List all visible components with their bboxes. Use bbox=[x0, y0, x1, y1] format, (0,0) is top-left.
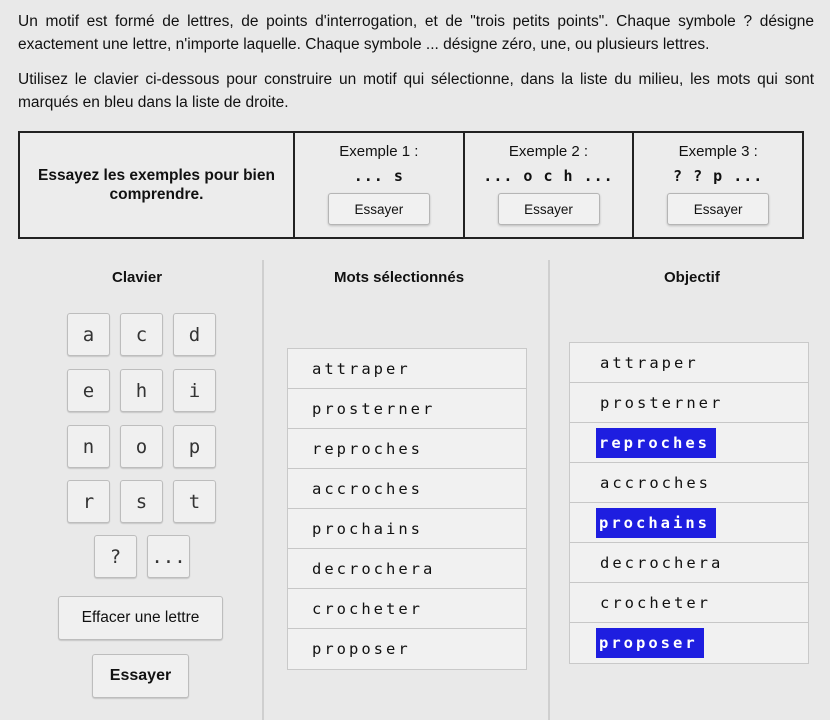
word-text-highlighted: proposer bbox=[596, 628, 704, 658]
list-item bbox=[570, 543, 808, 583]
example-2-pattern: ... o c h ... bbox=[483, 167, 614, 185]
list-item bbox=[288, 629, 526, 669]
key-o[interactable]: o bbox=[120, 425, 163, 468]
keyboard-header: Clavier bbox=[112, 269, 163, 286]
key-s[interactable]: s bbox=[120, 480, 163, 523]
key-a[interactable]: a bbox=[67, 313, 110, 356]
key-n[interactable]: n bbox=[67, 425, 110, 468]
examples-table bbox=[18, 131, 804, 239]
selected-words-header: Mots sélectionnés bbox=[334, 269, 465, 286]
list-item bbox=[288, 549, 526, 589]
key-h[interactable]: h bbox=[120, 369, 163, 412]
key-e[interactable]: e bbox=[67, 369, 110, 412]
key-r[interactable]: r bbox=[67, 480, 110, 523]
example-3 bbox=[632, 133, 802, 237]
word-text: decrochera bbox=[600, 553, 724, 572]
objective-words-list bbox=[569, 342, 809, 664]
word-text: prosterner bbox=[312, 399, 436, 418]
key-i[interactable]: i bbox=[173, 369, 216, 412]
list-item-highlighted bbox=[570, 503, 808, 543]
list-item-highlighted bbox=[570, 623, 808, 663]
word-text: prochains bbox=[312, 519, 423, 538]
word-text: proposer bbox=[312, 640, 411, 658]
example-2-try-button[interactable]: Essayer bbox=[498, 193, 600, 225]
key-p[interactable]: p bbox=[173, 425, 216, 468]
instructions bbox=[18, 10, 814, 126]
example-2 bbox=[463, 133, 633, 237]
word-text: reproches bbox=[312, 439, 423, 458]
word-text-highlighted: prochains bbox=[596, 508, 716, 538]
try-pattern-button[interactable]: Essayer bbox=[92, 654, 189, 698]
word-text: decrochera bbox=[312, 559, 436, 578]
list-item bbox=[288, 429, 526, 469]
list-item bbox=[570, 383, 808, 423]
column-divider-left bbox=[262, 260, 264, 720]
example-1 bbox=[295, 133, 463, 237]
list-item bbox=[288, 349, 526, 389]
word-text: attraper bbox=[600, 353, 699, 372]
example-2-title: Exemple 2 : bbox=[508, 143, 589, 160]
example-3-pattern: ? ? p ... bbox=[673, 167, 764, 185]
list-item-highlighted bbox=[570, 423, 808, 463]
key-t[interactable]: t bbox=[173, 480, 216, 523]
column-divider-right bbox=[548, 260, 550, 720]
word-text: crocheter bbox=[600, 593, 711, 612]
key-c[interactable]: c bbox=[120, 313, 163, 356]
instructions-paragraph-1: Un motif est formé de lettres, de points d'interrogation, et de "trois petits points". Chaque symbole ? désigne exactement une lettre, n'importe laquelle. Chaque symbole ... désigne zéro, une, ou plusieurs lettres. bbox=[18, 13, 814, 53]
example-1-try-button[interactable]: Essayer bbox=[328, 193, 430, 225]
word-text: prosterner bbox=[600, 393, 724, 412]
example-1-pattern: ... s bbox=[353, 167, 404, 185]
word-text-highlighted: reproches bbox=[596, 428, 716, 458]
examples-intro: Essayez les exemples pour bien comprendre. bbox=[20, 133, 295, 237]
list-item bbox=[288, 469, 526, 509]
list-item bbox=[288, 589, 526, 629]
word-text: accroches bbox=[600, 473, 711, 492]
objective-header: Objectif bbox=[664, 269, 720, 286]
word-text: crocheter bbox=[312, 599, 423, 618]
list-item bbox=[288, 389, 526, 429]
clear-letter-button[interactable]: Effacer une lettre bbox=[58, 596, 223, 640]
example-3-try-button[interactable]: Essayer bbox=[667, 193, 769, 225]
key-d[interactable]: d bbox=[173, 313, 216, 356]
instructions-paragraph-2: Utilisez le clavier ci-dessous pour construire un motif qui sélectionne, dans la liste du milieu, les mots qui sont marqués en bleu dans la liste de droite. bbox=[18, 71, 814, 111]
list-item bbox=[570, 463, 808, 503]
key-question-mark[interactable]: ? bbox=[94, 535, 137, 578]
list-item bbox=[570, 343, 808, 383]
list-item bbox=[288, 509, 526, 549]
example-3-title: Exemple 3 : bbox=[678, 143, 758, 160]
selected-words-list bbox=[287, 348, 527, 670]
word-text: attraper bbox=[312, 359, 411, 378]
example-1-title: Exemple 1 : bbox=[339, 143, 419, 160]
list-item bbox=[570, 583, 808, 623]
word-text: accroches bbox=[312, 479, 423, 498]
key-ellipsis[interactable]: ... bbox=[147, 535, 190, 578]
